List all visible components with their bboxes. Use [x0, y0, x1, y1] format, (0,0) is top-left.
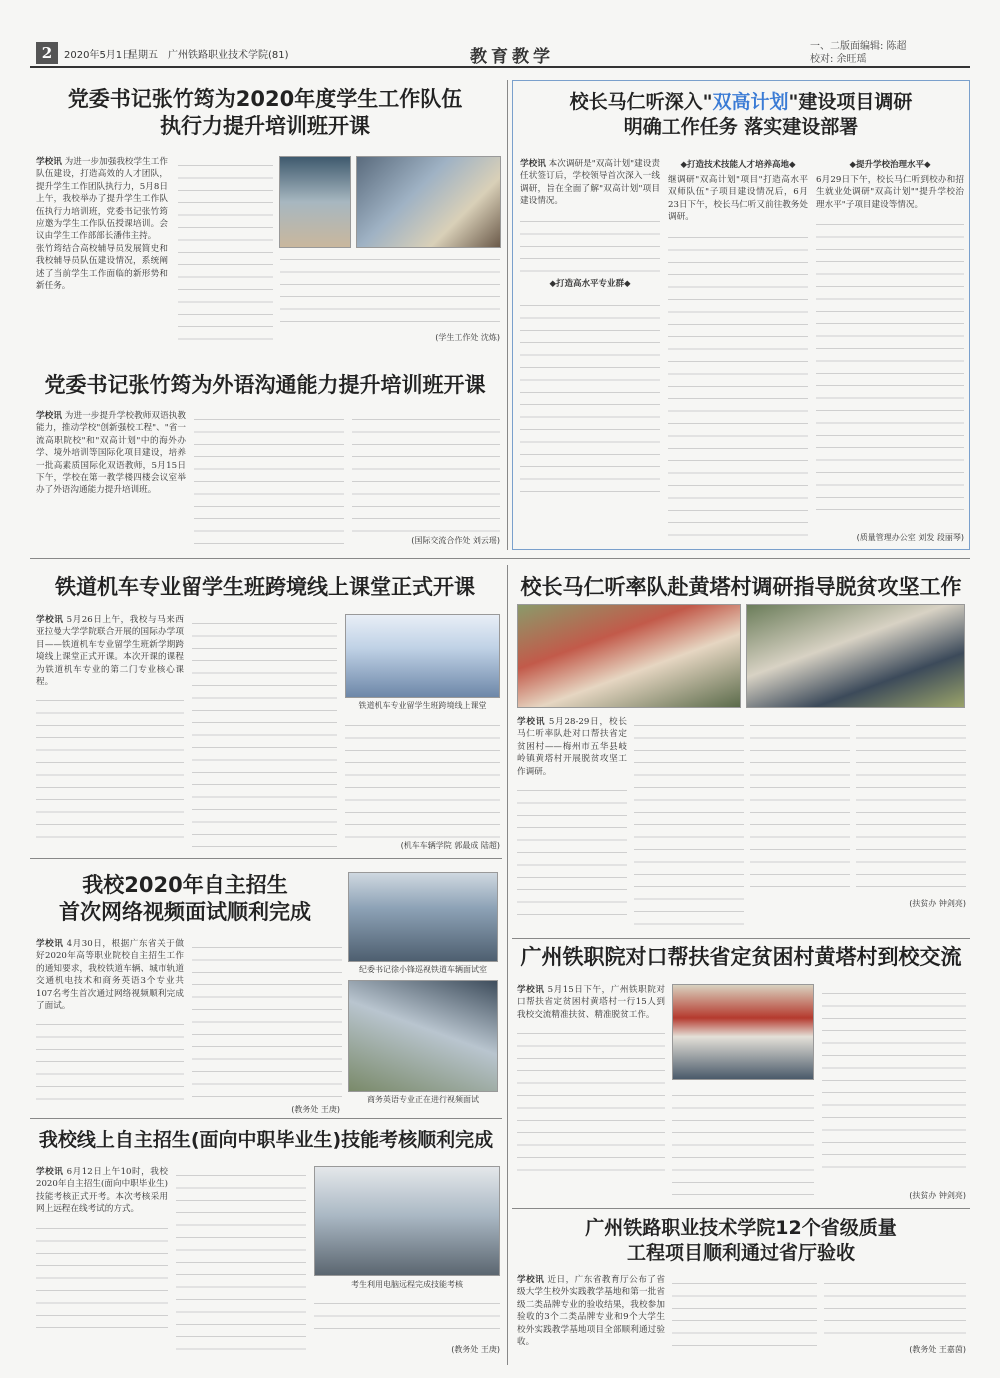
paragraph: 4月30日，根据广东省关于做好2020年高等职业院校自主招生工作的通知要求，我校铁道车辆、城市轨道交通机电技术和商务英语3个专业共107名考生首次通过网络视频顺利完成了面试。	[36, 939, 184, 1012]
article-5-headline: 校长马仁听率队赴黄塔村调研指导脱贫攻坚工作	[520, 575, 962, 599]
lead-tag: 学校讯	[517, 717, 546, 727]
article-8-body	[36, 1166, 168, 1356]
video-interview-photo	[348, 980, 498, 1092]
article-7-text-column	[822, 984, 966, 1170]
article-4-headline: 铁道机车专业留学生班跨境线上课堂正式开课	[55, 575, 475, 599]
section-title: 教育教学	[470, 47, 554, 67]
subheading: ◆打造技术技能人才培养高地◆	[680, 160, 796, 170]
article-2-headline: 党委书记张竹筠为外语沟通能力提升培训班开课	[44, 373, 486, 397]
article-6-headline	[30, 872, 340, 927]
article-5-text-column	[634, 716, 744, 926]
article-7-text-column	[672, 1086, 814, 1198]
article-7-headline: 广州铁职院对口帮扶省定贫困村黄塔村到校交流	[520, 945, 962, 969]
paragraph: 张竹筠结合高校辅导员发展简史和我校辅导员队伍建设情况，系统阐述了当前学生工作面临的新形势和新任务。	[36, 243, 168, 292]
headline-line: 广州铁路职业技术学院12个省级质量	[585, 1217, 897, 1239]
article-3-body	[520, 158, 660, 538]
article-9-headline	[512, 1216, 970, 1265]
horizontal-divider	[512, 1208, 970, 1209]
article-1-text-column	[178, 156, 273, 344]
article-9-body	[517, 1274, 665, 1348]
article-3-column-3	[816, 158, 964, 538]
paragraph-lines	[517, 1024, 665, 1174]
paragraph: 5月15日下午，广州铁职院对口帮扶省定贫困村黄塔村一行15人到我校交流精准扶贫、精准脱贫工作。	[517, 985, 665, 1020]
article-4-text-column	[192, 614, 337, 850]
article-7-body	[517, 984, 665, 1198]
article-6-body	[36, 938, 184, 1114]
paragraph-lines	[36, 1015, 184, 1105]
paragraph: 本次调研是"双高计划"建设责任状签订后，学校领导首次深入一线调研，旨在全面了解"双高计划"项目建设情况。	[520, 159, 660, 207]
headline-line: 明确工作任务 落实建设部署	[623, 115, 859, 138]
headline-line: 执行力提升培训班开课	[160, 114, 370, 139]
article-4-credit: (机车车辆学院 郭最成 陆超)	[400, 841, 500, 850]
article-8-text-column	[176, 1166, 306, 1356]
article-3-headline	[512, 90, 970, 139]
paragraph: 5月28-29日，校长马仁听率队赴对口帮扶省定贫困村——梅州市五华县岐岭镇黄塔村开展脱贫攻坚工作调研。	[517, 717, 627, 777]
photo-caption: 商务英语专业正在进行视频面试	[367, 1095, 479, 1104]
article-3-column-2	[668, 158, 808, 538]
article-1-text-column	[280, 250, 500, 330]
article-9-text-column	[824, 1274, 966, 1336]
paragraph-lines	[36, 691, 184, 841]
photo-caption: 纪委书记徐小锋巡视铁道车辆面试室	[359, 965, 487, 974]
article-5-credit: (扶贫办 钟剑亮)	[909, 899, 966, 908]
article-9-credit: (教务处 王嘉茵)	[909, 1345, 966, 1354]
paragraph-lines	[517, 781, 627, 926]
horizontal-divider	[30, 858, 502, 859]
lead-tag: 学校讯	[36, 157, 62, 167]
subheading: ◆提升学校治理水平◆	[849, 160, 931, 170]
page-number: 2	[36, 42, 58, 64]
remote-exam-photo	[314, 1166, 500, 1276]
article-6-text-column	[192, 938, 342, 1104]
headline-line: 工程项目顺利通过省厅验收	[626, 1241, 855, 1264]
photo-caption: 铁道机车专业留学生班跨境线上课堂	[358, 701, 487, 710]
headline-highlight: 双高计划	[712, 91, 789, 113]
exchange-meeting-photo	[672, 984, 814, 1080]
article-3-credit: (质量管理办公室 刘发 段丽琴)	[856, 533, 964, 542]
article-2-credit: (国际交流合作处 刘云瑶)	[411, 536, 500, 545]
headline-line: 党委书记张竹筠为2020年度学生工作队伍	[67, 87, 463, 111]
paragraph: 6月29日下午，校长马仁听到校办和招生就业处调研"双高计划""提升学校治理水平"子项目建设等情况。	[816, 175, 964, 210]
paragraph-lines	[668, 228, 808, 538]
article-2-body	[36, 410, 186, 546]
article-5-body	[517, 716, 627, 926]
article-1-body	[36, 156, 168, 344]
article-1-headline	[30, 86, 500, 141]
lead-tag: 学校讯	[517, 985, 545, 995]
paragraph-lines	[520, 296, 660, 496]
editor-line: 一、二版面编辑: 陈超	[810, 41, 907, 52]
lead-tag: 学校讯	[36, 939, 64, 949]
article-2-text-column	[352, 410, 500, 534]
article-8-credit: (教务处 王庚)	[451, 1345, 500, 1354]
column-divider	[507, 80, 508, 550]
headline-part: 校长马仁听深入"	[569, 91, 713, 113]
paragraph-lines	[36, 1219, 168, 1329]
article-9-text-column	[672, 1274, 817, 1348]
paragraph: 继调研"双高计划"项目"打造高水平双师队伍"子项目建设情况后，6月23日下午，校长马仁听又前往教务处调研。	[668, 175, 808, 223]
lead-tag: 学校讯	[517, 1275, 545, 1285]
article-7-credit: (扶贫办 钟剑亮)	[909, 1191, 966, 1200]
issue-weekday: 星期五	[128, 50, 158, 61]
village-visit-photo	[517, 604, 741, 708]
paper-name: 广州铁路职业技术学院(81)	[168, 50, 289, 61]
paragraph: 5月26日上午，我校与马来西亚拉曼大学学院联合开展的国际办学项目——铁道机车专业留学生班新学期跨境线上课堂正式开课。本次开课的课程为铁道机车专业的第二门专业核心课程。	[36, 615, 184, 688]
article-4-body	[36, 614, 184, 850]
subheading: ◆打造高水平专业群◆	[549, 278, 631, 289]
article-1-credit: (学生工作处 沈炼)	[435, 333, 500, 342]
paragraph: 为进一步提升学校教师双语执教能力，推动学校"创新强校工程"、"省一流高职院校"和"双高计划"中的海外办学、境外培训等国际化项目建设，培养一批高素质国际化双语教师，5月15日下午，学校在第一教学楼四楼会议室举办了外语沟通能力提升培训班。	[36, 411, 186, 496]
paragraph: 近日，广东省教育厅公布了省级大学生校外实践教学基地和第一批省级二类品牌专业的验收结果，我校参加验收的3个二类品牌专业和9个大学生校外实践教学基地项目全部顺利通过验收。	[517, 1275, 665, 1348]
horizontal-divider	[512, 938, 970, 939]
interview-room-photo	[348, 872, 498, 962]
paragraph: 6月12日上午10时，我校2020年自主招生(面向中职毕业生)技能考核正式开考。本次考核采用网上远程在线考试的方式。	[36, 1167, 168, 1215]
training-photo	[356, 156, 501, 248]
paragraph-lines	[816, 215, 964, 515]
lead-tag: 学校讯	[36, 615, 64, 625]
issue-date: 2020年5月1日	[64, 50, 133, 61]
editor-info	[810, 40, 907, 66]
article-6-credit: (教务处 王庚)	[291, 1105, 340, 1114]
online-class-screenshot	[345, 614, 500, 698]
article-4-text-column	[345, 716, 500, 838]
headline-line	[512, 90, 970, 115]
paragraph: 为进一步加强我校学生工作队伍建设，打造高效的人才团队，提升学生工作团队执行力，5月8日上午，我校举办了提升学生工作队伍执行力培训班，党委书记张竹筠应邀为学生工作队伍授课培训。会议由学生工作部部长潘伟主持。	[36, 157, 168, 242]
article-8-text-column	[314, 1294, 500, 1336]
lead-tag: 学校讯	[36, 411, 62, 421]
horizontal-divider	[30, 1118, 502, 1119]
article-5-text-column	[750, 716, 850, 896]
headline-part: "建设项目调研	[788, 91, 913, 113]
lead-tag: 学校讯	[36, 1167, 64, 1177]
team-photo	[746, 604, 965, 708]
lead-tag: 学校讯	[520, 159, 546, 169]
headline-line: 我校2020年自主招生	[82, 873, 288, 897]
horizontal-divider	[30, 558, 970, 559]
column-divider	[507, 565, 508, 1365]
proofreader-line: 校对: 余旺瑶	[810, 54, 867, 65]
lecture-photo	[279, 156, 351, 248]
paragraph-lines	[520, 212, 660, 272]
headline-line: 首次网络视频面试顺利完成	[59, 900, 311, 925]
article-5-text-column	[856, 716, 966, 896]
article-2-text-column	[194, 410, 344, 546]
photo-caption: 考生利用电脑远程完成技能考核	[351, 1280, 463, 1289]
article-8-headline: 我校线上自主招生(面向中职毕业生)技能考核顺利完成	[38, 1129, 494, 1151]
